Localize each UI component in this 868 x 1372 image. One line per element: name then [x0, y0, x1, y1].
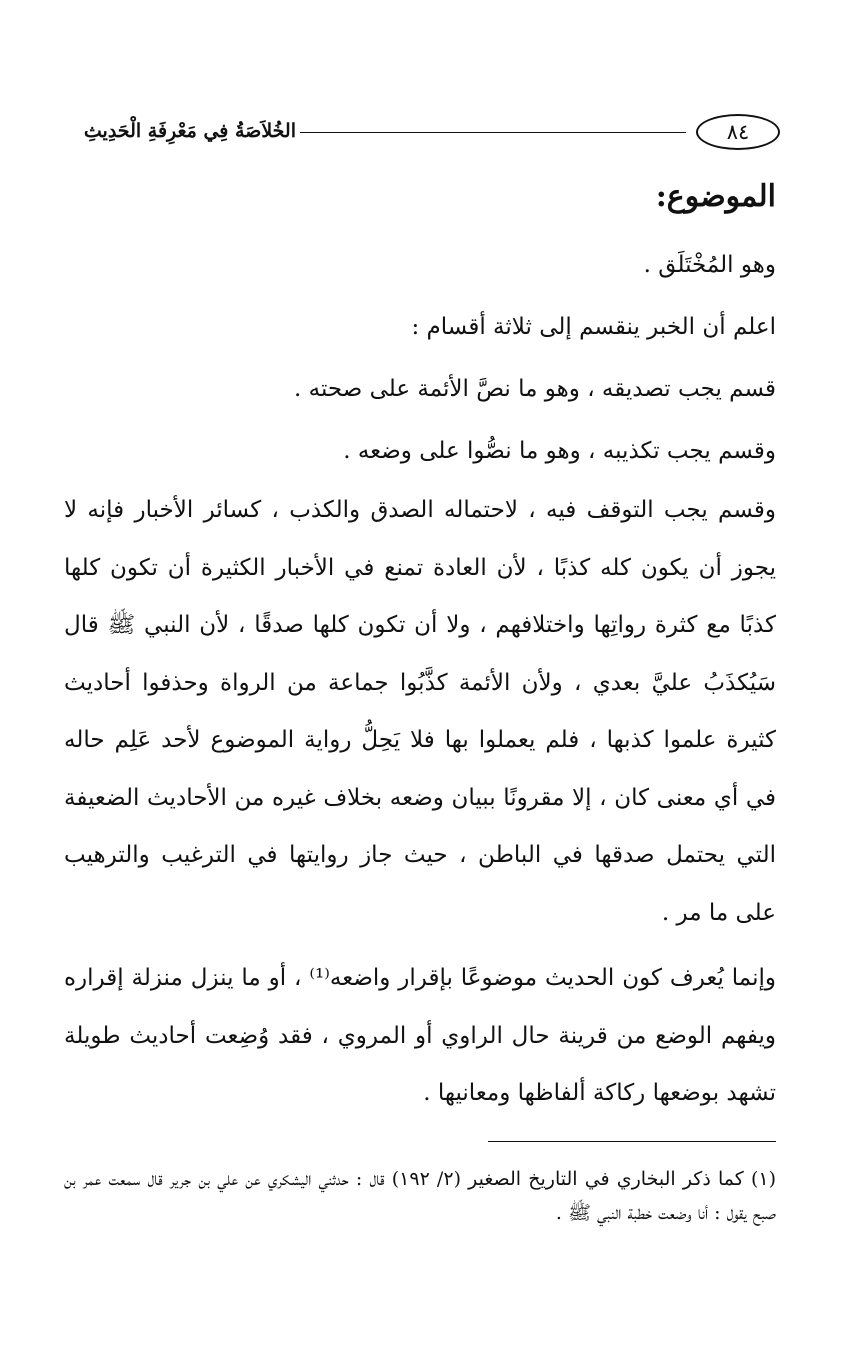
paragraph-gap	[64, 942, 776, 950]
text-line: اعلم أن الخبر ينقسم إلى ثلاثة أقسام :	[411, 314, 776, 340]
paragraph: وإنما يُعرف كون الحديث موضوعًا بإقرار واضعه⁽¹⁾ ، أو ما ينزل منزلة إقراره ويفهم الوضع من قرينة حال الراوي أو المروي ، فقد وُضِعت أحاديث طويلة تشهد بوضعها ركاكة ألفاظها ومعانيها .	[64, 965, 776, 1106]
section-title: الموضوع:	[655, 179, 776, 214]
page-number: ٨٤	[696, 114, 780, 150]
running-title: الخُلاَصَةُ فِي مَعْرِفَةِ الْحَدِيثِ	[83, 120, 296, 142]
paragraph: وقسم يجب التوقف فيه ، لاحتماله الصدق والكذب ، كسائر الأخبار فإنه لا يجوز أن يكون كله كذبًا ، لأن العادة تمنع في الأخبار الكثيرة أن تكون كلها كذبًا مع كثرة رواتِها واختلافهم ، ولا أن تكون كلها صدقًا ، لأن النبي ﷺ قال سَيُكذَبُ عليَّ بعدي ، ولأن الأئمة كذَّبُوا جماعة من الرواة وحذفوا أحاديث كثيرة علموا كذبها ، فلم يعملوا بها فلا يَحِلُّ رواية الموضوع لأحد عَلِم حاله في أي معنى كان ، إلا مقرونًا ببيان وضعه بخلاف غيره من الأحاديث الضعيفة التي يحتمل صدقها في الباطن ، حيث جاز روايتها في الترغيب والترهيب على ما مر .	[64, 497, 776, 926]
text-line: وهو المُخْتَلَق .	[643, 252, 776, 278]
footnote: (١) كما ذكر البخاري في التاريخ الصغير (٢/ ١٩٢) قال : حدثني اليشكري عن علي بن جرير قال سمعت عمر بن صبح يقول : أنا وضعت خطبة النبي ﷺ .	[64, 1168, 776, 1224]
footnote-rule	[488, 1141, 776, 1142]
header-rule	[300, 132, 686, 133]
page-header	[60, 106, 780, 158]
text-line: قسم يجب تصديقه ، وهو ما نصَّ الأئمة على صحته .	[293, 376, 776, 402]
text-line: وقسم يجب تكذيبه ، وهو ما نصُّوا على وضعه .	[343, 438, 776, 464]
main-text	[64, 160, 776, 1123]
